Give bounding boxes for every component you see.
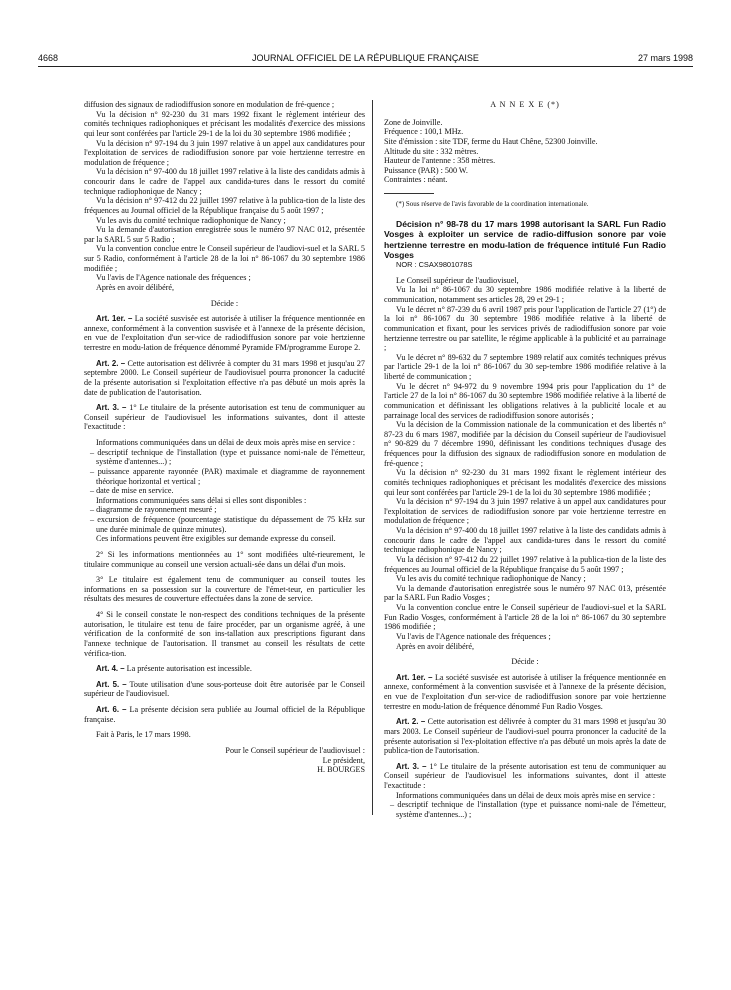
- paragraph-text: Vu la décision n° 97-400 du 18 juillet 1997 relative à la liste des candidats admis à concourir dans le cadre de l'appel aux candida-tures dans le ressort du comité technique radiophonique de Nancy ;: [384, 526, 666, 555]
- paragraph-text: Après en avoir délibéré,: [396, 641, 475, 651]
- annex-details: [384, 118, 666, 185]
- article-paragraph: [84, 680, 365, 699]
- paragraph-text: Après en avoir délibéré,: [96, 282, 175, 292]
- annex-footnote: (*) Sous réserve de l'avis favorable de la coordination internationale.: [396, 200, 589, 208]
- paragraph-text: 1° Le titulaire de la présente autorisation est tenu de communiquer au Conseil supérieur de l'audiovisuel les informations suivantes, dont il atteste l'exactitude :: [384, 761, 666, 791]
- paragraph-text: – excursion de fréquence (pourcentage statistique du dépassement de 75 kHz sur une durée minimale de quinze minutes).: [90, 515, 365, 534]
- paragraph: [84, 196, 365, 215]
- paragraph-text: – descriptif technique de l'installation (type et puissance nomi-nale de l'émetteur, système d'antennes...) ;: [390, 800, 666, 819]
- article-paragraph: [84, 664, 365, 674]
- paragraph: [384, 791, 666, 801]
- paragraph: [84, 225, 365, 244]
- paragraph-text: Informations communiquées sans délai si elles sont disponibles :: [96, 495, 307, 505]
- paragraph: [384, 632, 666, 642]
- paragraph: [384, 382, 666, 421]
- paragraph: [84, 273, 365, 283]
- paragraph: [84, 244, 365, 273]
- paragraph-text: Décide :: [210, 298, 239, 308]
- paragraph-text: Vu la demande d'autorisation enregistrée sous le numéro 97 NAC 013, présentée par la SARL Fun Radio Vosges ;: [384, 583, 666, 603]
- paragraph: [384, 574, 666, 584]
- paragraph: [384, 285, 666, 304]
- paragraph-text: Vu la décision de la Commission nationale de la communication et des libertés n° 87-23 du 6 mars 1987, modifiée par la décision du Conseil supérieur de l'audiovisuel n° 90-829 du 7 décembre 1990, définissant les conditions techniques d'usage des fréquences pour la diffusion des signaux de radiodiffusion sonore en modulation de fré-quence ;: [384, 420, 666, 468]
- paragraph: [84, 610, 365, 658]
- paragraph-text: – diagramme de rayonnement mesuré ;: [90, 505, 217, 515]
- annex-line: Altitude du site : 332 mètres.: [384, 146, 479, 156]
- article-paragraph: [84, 403, 365, 432]
- paragraph: [384, 276, 666, 286]
- issue-date: 27 mars 1998: [637, 53, 693, 63]
- paragraph: [384, 497, 666, 526]
- article-number: Art. 6. –: [96, 705, 127, 714]
- nor-reference: NOR : CSAX9801078S: [396, 260, 473, 270]
- article-number: Art. 3. –: [396, 761, 427, 771]
- paragraph: [84, 765, 365, 775]
- paragraph-text: Vu la décision n° 97-412 du 22 juillet 1997 relative à la publica-tion de la liste des fréquences au Journal officiel de la République française du 5 août 1997 ;: [84, 196, 365, 215]
- paragraph-text: Vu l'avis de l'Agence nationale des fréquences ;: [96, 273, 251, 283]
- paragraph: [384, 800, 666, 819]
- paragraph: [84, 505, 365, 515]
- article-number: Art. 4. –: [96, 664, 125, 674]
- paragraph-text: Vu le décret n° 89-632 du 7 septembre 1989 relatif aux comités techniques prévus par l'article 29-1 de la loi n° 86-1067 du 30 sep-tembre 1986 modifiée relative à la liberté de communication ;: [384, 352, 666, 382]
- paragraph-text: Toute utilisation d'une sous-porteuse doit être autorisée par le Conseil supérieur de l'audiovisuel.: [84, 679, 365, 699]
- article-number: Art. 2. –: [96, 358, 126, 368]
- page-header: [38, 53, 693, 67]
- article-number: Art. 5. –: [96, 679, 127, 689]
- article-number: Art. 2. –: [396, 717, 426, 727]
- article-paragraph: [384, 673, 666, 712]
- paragraph-text: Cette autorisation est délivrée à compter du 31 mars 1998 et jusqu'au 30 mars 2003. Le Conseil supérieur de l'audiovi-suel pourra prononcer la caducité de la présente autorisation si l'ex-ploitation effective n'a pas débuté un mois après la date de publica-tion de l'autorisation.: [384, 717, 666, 756]
- paragraph-text: 4° Si le conseil constate le non-respect des conditions techniques de la présente autorisation, le titulaire est tenu de faire procéder, par un organisme agréé, à une vérification de la conformité de son ins-tallation aux prescriptions figurant dans l'annexe technique de l'autorisation. Il transmet au conseil les résultats de cette vérifica-tion.: [84, 610, 365, 658]
- paragraph-text: Cette autorisation est délivrée à compter du 31 mars 1998 et jusqu'au 27 septembre 2000. Le Conseil supérieur de l'audiovisuel pourra prononcer la caducité de la présente autorisation si l'exploitation effective n'a pas débuté un mois après la date de publication de l'autorisation.: [84, 358, 365, 397]
- annex-line: Hauteur de l'antenne : 358 mètres.: [384, 156, 496, 166]
- footnote-rule: [384, 193, 434, 194]
- annex-line: Site d'émission : site TDF, ferme du Haut Chêne, 52300 Joinville.: [384, 136, 598, 146]
- paragraph-text: Vu les avis du comité technique radiophonique de Nancy ;: [396, 574, 586, 584]
- paragraph: [384, 526, 666, 555]
- paragraph-text: Le Conseil supérieur de l'audiovisuel,: [396, 275, 519, 285]
- paragraph: [84, 467, 365, 486]
- header-rule: [38, 66, 693, 67]
- paragraph-text: La société susvisée est autorisée à utiliser la fréquence mentionnée en annexe, conformément à la convention susvisée et à l'annexe de la présente décision, en vue de l'exploitation d'un ser-vice de radiodiffusion sonore par voie hertzienne terrestre en modu-lation de fréquence dénommé Pyramide FM/programme Europe 2.: [84, 314, 365, 352]
- paragraph-text: 3° Le titulaire est également tenu de communiquer au conseil toutes les informations en sa possession sur la couverture de l'émet-teur, en particulier les résultats des mesures de couverture effectuées dans la zone de service.: [84, 575, 365, 604]
- paragraph-text: La présente décision sera publiée au Journal officiel de la République française.: [84, 705, 365, 724]
- article-paragraph: [84, 359, 365, 398]
- paragraph: [84, 746, 365, 756]
- paragraph-text: – descriptif technique de l'installation (type et puissance nomi-nale de l'émetteur, système d'antennes...) ;: [90, 447, 365, 467]
- paragraph-text: 2° Si les informations mentionnées au 1° sont modifiées ulté-rieurement, le titulaire communique au conseil une version actuali-sée dans un délai d'un mois.: [84, 549, 365, 569]
- article-number: Art. 1er. –: [96, 314, 133, 324]
- journal-title: JOURNAL OFFICIEL DE LA RÉPUBLIQUE FRANÇAISE: [252, 53, 479, 63]
- paragraph: [384, 603, 666, 632]
- paragraph-text: H. BOURGES: [317, 765, 365, 775]
- paragraph-text: Ces informations peuvent être exigibles sur demande expresse du conseil.: [96, 534, 336, 544]
- decision-body: [384, 276, 666, 820]
- paragraph-text: 1° Le titulaire de la présente autorisation est tenu de communiquer au Conseil supérieur de l'audiovisuel les informations suivantes, dont il atteste l'exactitude :: [84, 403, 365, 432]
- paragraph-text: Vu la décision n° 97-400 du 18 juillet 1997 relative à la liste des candidats admis à concourir dans le cadre de l'appel aux candida-tures dans le ressort du comité technique radiophonique de Nancy ;: [84, 167, 365, 196]
- paragraph-text: Vu la décision n° 97-194 du 3 juin 1997 relative à un appel aux candidatures pour l'exploitation de services de radiodiffusion sonore par voie hertzienne terrestre en modulation de fréquence ;: [384, 497, 666, 526]
- paragraph: [384, 305, 666, 353]
- paragraph: [84, 438, 365, 448]
- paragraph: [384, 353, 666, 382]
- paragraph-text: Vu la loi n° 86-1067 du 30 septembre 1986 modifiée relative à la liberté de communication, notamment ses articles 28, 29 et 29-1 ;: [384, 285, 666, 305]
- article-number: Art. 3. –: [96, 403, 127, 413]
- paragraph: [84, 496, 365, 506]
- article-paragraph: [384, 762, 666, 791]
- paragraph-text: Vu la décision n° 97-412 du 22 juillet 1997 relative à la publica-tion de la liste des fréquences au Journal officiel de la République française du 5 août 1997 ;: [384, 554, 666, 574]
- paragraph-text: Vu la convention conclue entre le Conseil supérieur de l'audiovi-suel et la SARL 5 sur 5 Radio, conformément à l'article 28 de la loi n° 86-1067 du 30 septembre 1986 modifiée ;: [84, 244, 365, 273]
- article-paragraph: [84, 705, 365, 724]
- article-paragraph: [384, 717, 666, 756]
- paragraph-text: La présente autorisation est incessible.: [124, 664, 252, 674]
- paragraph: [84, 299, 365, 309]
- column-divider: [372, 100, 373, 815]
- right-column: [384, 100, 666, 820]
- article-paragraph: [84, 314, 365, 353]
- paragraph: [84, 730, 365, 740]
- left-column: [84, 100, 365, 775]
- paragraph-text: La société susvisée est autorisée à utiliser la fréquence mentionnée en annexe, conformément à la convention susvisée et à l'annexe de la présente décision, en vue de l'exploitation d'un ser-vice de radiodiffusion sonore par voie hertzienne terrestre en modu-lation de fréquence dénommé Fun Radio Vosges.: [384, 672, 666, 711]
- paragraph: [384, 468, 666, 497]
- paragraph-text: Informations communiquées dans un délai de deux mois après mise en service :: [96, 438, 356, 447]
- annex-title: A N N E X E (*): [490, 100, 560, 109]
- paragraph: [84, 756, 365, 766]
- paragraph: [384, 584, 666, 603]
- annex-line: Contraintes : néant.: [384, 175, 448, 185]
- paragraph-text: Vu la décision n° 92-230 du 31 mars 1992 fixant le règlement intérieur des comités techniques radiophoniques et précisant les modalités d'exercice des missions qui leur sont conférées par l'article 29-1 de la loi du 30 septembre 1986 modifiée ;: [84, 109, 365, 138]
- paragraph: [84, 100, 365, 110]
- paragraph: [84, 486, 365, 496]
- paragraph-text: Décide :: [511, 657, 539, 667]
- page-number: 4668: [38, 53, 59, 63]
- paragraph: [384, 642, 666, 652]
- paragraph-text: Fait à Paris, le 17 mars 1998.: [96, 730, 191, 740]
- paragraph-text: Le président,: [322, 755, 365, 765]
- paragraph: [84, 110, 365, 139]
- paragraph: [84, 448, 365, 467]
- annex-line: Puissance (PAR) : 500 W.: [384, 165, 468, 175]
- paragraph-text: Vu le décret n° 87-239 du 6 avril 1987 pris pour l'application de l'article 27 (1°) de la loi n° 86-1067 du 30 septembre 1986 modifiée relative à la liberté de communication et fixant, pour les services privés de radiodiffusion sonore par voie hertzienne terrestre ou par satellite, le régime applicable à la publicité et au parrainage ;: [384, 304, 666, 353]
- paragraph: [384, 657, 666, 667]
- paragraph-text: Vu la demande d'autorisation enregistrée sous le numéro 97 NAC 012, présentée par la SARL 5 sur 5 Radio ;: [84, 225, 365, 244]
- decision-title: Décision n° 98-78 du 17 mars 1998 autorisant la SARL Fun Radio Vosges à exploiter un service de radio-diffusion sonore par voie hertzienne terrestre en modu-lation de fréquence intitulé Fun Radio Vosges: [384, 219, 666, 260]
- annex-line: Fréquence : 100,1 MHz.: [384, 127, 464, 137]
- paragraph-text: Informations communiquées dans un délai de deux mois après mise en service :: [396, 790, 656, 800]
- paragraph: [84, 575, 365, 604]
- annex-line: Zone de Joinville.: [384, 117, 443, 127]
- paragraph: [84, 216, 365, 226]
- paragraph-text: – puissance apparente rayonnée (PAR) maximale et diagramme de rayonnement théorique horizontal et vertical ;: [90, 466, 365, 486]
- article-number: Art. 1er. –: [396, 672, 433, 682]
- paragraph-text: Vu la convention conclue entre le Conseil supérieur de l'audiovi-suel et la SARL Fun Radio Vosges, conformément à l'article 28 de la loi n° 86-1067 du 30 septembre 1986 modifiée ;: [384, 603, 666, 632]
- paragraph: [84, 167, 365, 196]
- paragraph-text: diffusion des signaux de radiodiffusion sonore en modulation de fré-quence ;: [84, 100, 335, 109]
- paragraph: [84, 283, 365, 293]
- paragraph: [384, 420, 666, 468]
- paragraph-text: Vu la décision n° 92-230 du 31 mars 1992 fixant le règlement intérieur des comités techniques radiophoniques et précisant les modalités d'exercice des missions qui leur sont conférées par l'article 29-1 de la loi du 30 septembre 1986 modifiée ;: [384, 468, 666, 497]
- paragraph-text: Vu la décision n° 97-194 du 3 juin 1997 relative à un appel aux candidatures pour l'exploitation de services de radiodiffusion sonore par voie hertzienne terrestre en modulation de fréquence ;: [84, 138, 365, 167]
- paragraph-text: Vu les avis du comité technique radiophonique de Nancy ;: [96, 215, 286, 225]
- paragraph-text: Vu le décret n° 94-972 du 9 novembre 1994 pris pour l'application du 1° de l'article 27 de la loi n° 86-1067 du 30 septembre 1986 modifiée relative à la liberté de communication et définissant les obligations relatives à la publicité locale et au parrainage local des services de radiodiffusion sonore autorisés ;: [384, 381, 666, 420]
- paragraph-text: – date de mise en service.: [90, 486, 174, 496]
- paragraph-text: Vu l'avis de l'Agence nationale des fréquences ;: [396, 631, 551, 641]
- paragraph: [84, 550, 365, 569]
- paragraph: [84, 139, 365, 168]
- paragraph: [84, 515, 365, 534]
- paragraph-text: Pour le Conseil supérieur de l'audiovisuel :: [225, 745, 365, 755]
- paragraph: [384, 555, 666, 574]
- paragraph: [84, 534, 365, 544]
